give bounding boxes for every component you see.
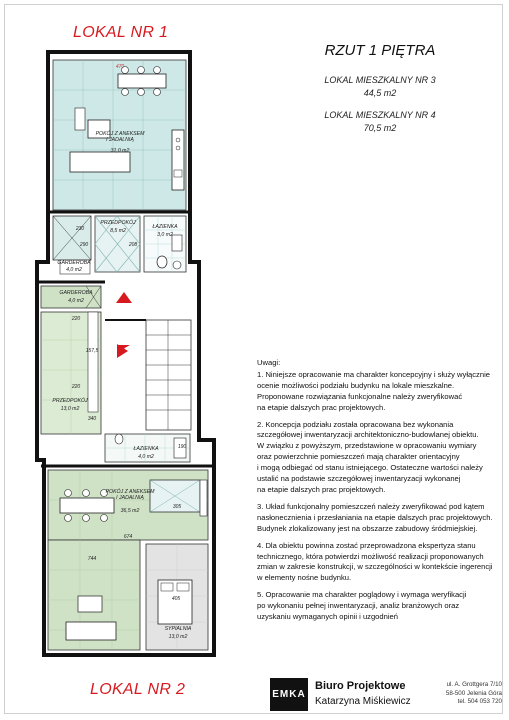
room-area: 13,0 m2 [60, 406, 80, 412]
lokal-2-label: LOKAL NR 2 [90, 681, 186, 698]
dim-label: 190 [177, 444, 187, 450]
firm-name: Biuro Projektowe [315, 680, 406, 692]
sofa-1 [70, 152, 130, 172]
note-1: 1. Niniejsze opracowanie ma charakter koncepcyjny i służy wyłącznie ocenie możliwości podziału budynku na lokale mieszkalne. Proponowane rozwiązania funkcjonalne należy zweryfikować na etapie dalszych prac projektowych. [257, 369, 490, 412]
room-area: 4,0 m2 [138, 454, 154, 460]
note-5: 5. Opracowanie ma charakter poglądowy i wymaga weryfikacji po wykonaniu pełnej inwentaryzacji, analiz branżowych oraz uzyskaniu wymaganych opinii i uzgodnień [257, 590, 467, 622]
staircase [146, 320, 191, 430]
room-area: 4,0 m2 [66, 267, 82, 273]
dim-label: 470 [115, 64, 125, 70]
unit-3-area: 44,5 m2 [363, 88, 397, 98]
note-4: 4. Dla obiektu powinna zostać przeprowadzona ekspertyza stanu technicznego, która potwierdzi możliwość realizacji proponowanych zmian w zakresie konstrukcji, w szczególności w kontekście ingerencji w elementy nośne budynku. [257, 540, 493, 583]
dim-label: 220 [71, 316, 81, 322]
dim-label: 674 [123, 534, 133, 540]
room-name: POKÓJ Z ANEKSEM I JADALNIĄ [105, 489, 155, 501]
room-area: 31,0 m2 [110, 148, 130, 154]
dim-label: 405 [171, 596, 181, 602]
dim-label: 230 [75, 226, 85, 232]
lokal-1-label: LOKAL NR 1 [73, 24, 169, 41]
room-name: ŁAZIENKA [152, 224, 178, 230]
room-area: 13,0 m2 [168, 634, 188, 640]
note-2: 2. Koncepcja podziału została opracowana bez wykonania szczegółowej inwentaryzacji architektoniczno-budowlanej obiektu. W związku z powyższym, przedstawione w opracowaniu wymiary oraz powierzchnie pomieszczeń mają charakter orientacyjny i mogą odbiegać od stanu istniejącego. Ostateczne wartości należy ustalić na podstawie szczegółowej inwentaryzacji wykonanej na etapie dalszych prac projektowych. [257, 419, 483, 494]
dining-table-1 [118, 74, 166, 88]
room-name: GARDEROBA [57, 260, 91, 266]
room-name: SYPIALNIA [164, 626, 192, 632]
sheet-title: RZUT 1 PIĘTRA [324, 42, 436, 59]
title-stamp [270, 678, 502, 711]
emka-logo: EMKA [270, 678, 308, 711]
dim-label: 220 [71, 384, 81, 390]
dim-label: 744 [87, 556, 97, 562]
room-area: 8,5 m2 [110, 228, 126, 234]
note-3: 3. Układ funkcjonalny pomieszczeń należy zweryfikować pod kątem nasłonecznienia i przesłaniania na etapie dalszych prac projektowych. Budynek zlokalizowany jest na obszarze zabudowy śródmiejskiej. [257, 501, 493, 533]
unit-4-name: LOKAL MIESZKALNY NR 4 [324, 110, 436, 120]
dim-label: 208 [128, 242, 138, 248]
sofa-2 [66, 622, 116, 640]
dim-label: 340 [87, 416, 97, 422]
room-name: ŁAZIENKA [133, 446, 159, 452]
notes-block [257, 358, 502, 629]
room-area: 36,5 m2 [120, 508, 140, 514]
unit-4-area: 70,5 m2 [363, 123, 397, 133]
dim-label: 157,5 [85, 348, 99, 354]
room-name: PRZEDPOKÓJ [52, 398, 88, 404]
room-area: 4,0 m2 [68, 298, 84, 304]
room-area: 3,0 m2 [157, 232, 173, 238]
notes-heading: Uwagi: [257, 358, 281, 367]
firm-address: ul. A. Grottgera 7/10 58-500 Jelenia Góra tel. 504 053 720 [445, 681, 502, 705]
unit-3-name: LOKAL MIESZKALNY NR 3 [324, 75, 436, 85]
dim-label: 290 [79, 242, 89, 248]
room-name: GARDEROBA [59, 290, 93, 296]
dim-label: 305 [172, 504, 182, 510]
kitchen-counter-1 [172, 130, 184, 190]
designer-name: Katarzyna Miśkiewicz [315, 696, 411, 707]
room-name: POKÓJ Z ANEKSEM I JADALNIĄ [95, 131, 145, 143]
room-name: PRZEDPOKÓJ [100, 220, 136, 226]
dining-table-2 [60, 498, 114, 513]
